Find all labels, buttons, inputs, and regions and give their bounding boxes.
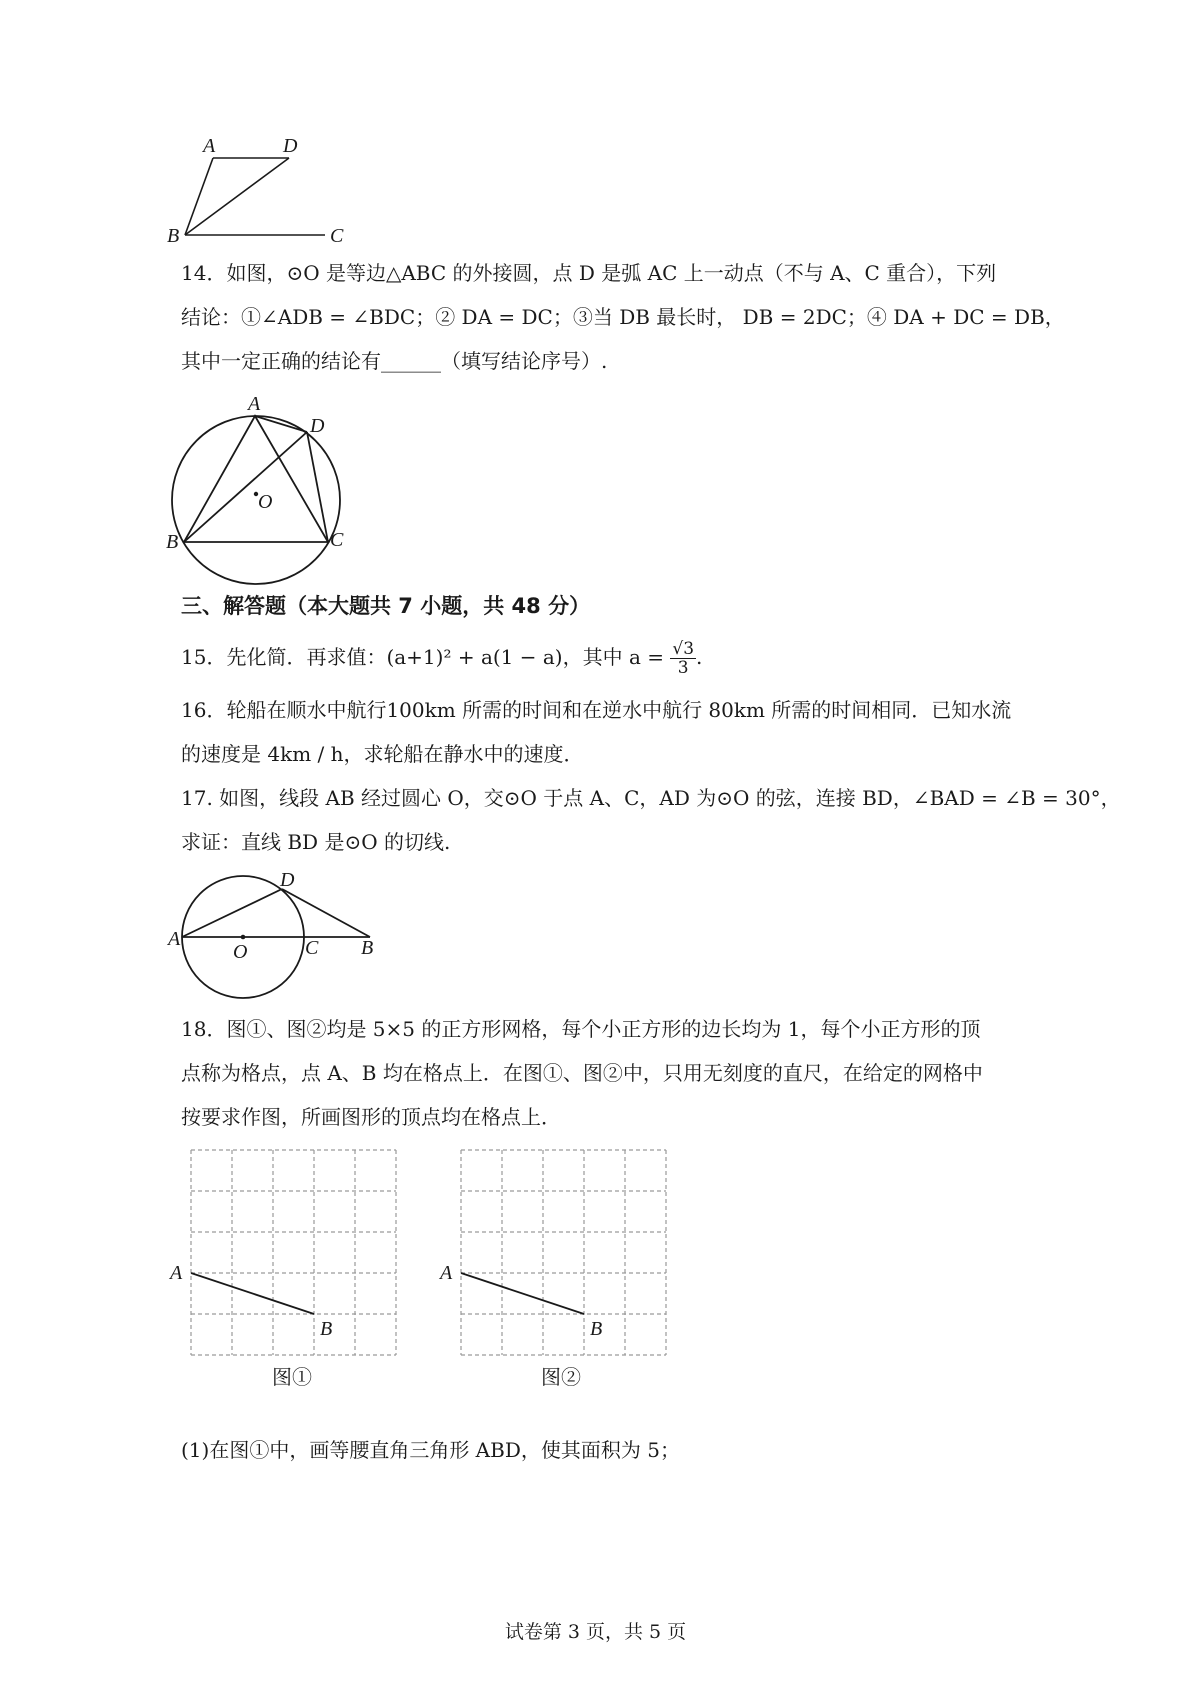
- q15-end: .: [696, 645, 703, 669]
- q14-line3: 其中一定正确的结论有______（填写结论序号）.: [181, 349, 608, 373]
- label-a: A: [203, 135, 216, 157]
- q17-line2: 求证：直线 BD 是⊙O 的切线.: [181, 830, 451, 854]
- q18-part1: (1)在图①中，画等腰直角三角形 ABD，使其面积为 5；: [181, 1438, 680, 1462]
- label-a: A: [168, 928, 181, 950]
- q18-line3: 按要求作图，所画图形的顶点均在格点上．: [181, 1105, 561, 1129]
- grid-figure-1: [165, 1140, 405, 1380]
- q15-frac-num: √3: [672, 639, 695, 659]
- q15-text: 15．先化简．再求值：(a+1)² + a(1 − a)，其中 a =: [181, 645, 664, 669]
- label-c: C: [330, 529, 344, 551]
- label-d: D: [283, 135, 298, 157]
- label-b: B: [320, 1318, 333, 1340]
- figure-q17-tangent: [165, 870, 395, 1000]
- label-c: C: [330, 225, 344, 247]
- label-b: B: [361, 937, 374, 959]
- label-b: B: [166, 531, 179, 553]
- label-a: A: [248, 393, 261, 415]
- q14-line1: 14．如图，⊙O 是等边△ABC 的外接圆，点 D 是弧 AC 上一动点（不与 A、C 重合），下列: [181, 261, 997, 285]
- label-o: O: [233, 941, 248, 963]
- q16-line1: 16．轮船在顺水中航行100km 所需的时间和在逆水中航行 80km 所需的时间相同．已知水流: [181, 698, 1012, 722]
- figure-q13: [165, 130, 365, 250]
- q16-line2: 的速度是 4km / h，求轮船在静水中的速度．: [181, 742, 584, 766]
- label-b: B: [590, 1318, 603, 1340]
- caption-grid-1: 图①: [272, 1365, 312, 1389]
- q15-fraction: [670, 640, 696, 677]
- caption-grid-2: 图②: [541, 1365, 581, 1389]
- figure-q14-circle: [160, 390, 360, 590]
- label-d: D: [310, 415, 325, 437]
- section-heading: 三、解答题（本大题共 7 小题，共 48 分）: [181, 594, 591, 618]
- label-b: B: [167, 225, 180, 247]
- label-o: O: [258, 491, 273, 513]
- q14-line2: 结论：①∠ADB = ∠BDC；② DA = DC；③当 DB 最长时， DB = 2DC；④ DA + DC = DB，: [181, 305, 1065, 329]
- label-d: D: [280, 869, 295, 891]
- label-a: A: [170, 1262, 183, 1284]
- grid-figure-2: [435, 1140, 675, 1380]
- q18-line1: 18．图①、图②均是 5×5 的正方形网格，每个小正方形的边长均为 1，每个小正方形的顶: [181, 1017, 981, 1041]
- q15-line: [181, 640, 702, 677]
- label-a: A: [440, 1262, 453, 1284]
- page-footer: 试卷第 3 页，共 5 页: [504, 1621, 687, 1643]
- q18-line2: 点称为格点，点 A、B 均在格点上．在图①、图②中，只用无刻度的直尺，在给定的网格中: [181, 1061, 983, 1085]
- q15-frac-den: 3: [677, 658, 689, 678]
- q17-line1: 17. 如图，线段 AB 经过圆心 O，交⊙O 于点 A、C，AD 为⊙O 的弦，连接 BD，∠BAD = ∠B = 30°，: [181, 786, 1121, 810]
- label-c: C: [305, 937, 319, 959]
